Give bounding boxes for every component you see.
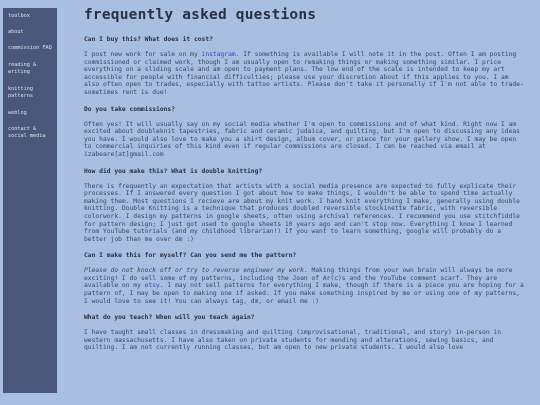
faq-answer: Often yes! It will usually say on my social media whether I'm open to commissions and of what kind. Right now I am excited about doubleknit tapestries, fabric and ceramic judaica, and quilting, but I'm open to discussing any ideas you have. I would also love to make you a shirt design, album cover, or piece for your gallery show. I may be open to commercial inquiries of this kind even if regular commissions are closed. I can be reached via email at izabeare[at]gmail.com [84,120,520,158]
faq-question: Do you take commissions? [84,105,175,113]
faq-question: Can I buy this? What does it cost? [84,36,213,43]
faq-answer: There is frequently an expectation that artists with a social media presence are expected to fully explicate their processes. If I answered every question I got about how to make things, I wouldn't be able to spend time actually making them. Most questions I recieve are about my knit work. I hand knit everything I make, generally using double knitting. Double Knitting is a technique that produces doubled reversible stockinette fabric, with reversible colorwork. I design my patterns in google sheets, often using archival references. I recommend you use stitchfiddle for pattern design; I just got used to google sheets 10 years ago and can't stop now. Everything I know I learned from YouTube tutorials (and my childhood librarian!) If you want to learn something, google will probably do a better job than me over dm :) [84,182,520,243]
answer-emphasis: Please do not knock off or try to reverse engineer my work. [84,267,308,275]
sidebar-item-weblog[interactable]: weblog [8,110,27,116]
faq-question: Can I make this for myself? Can you send me the pattern? [84,252,297,260]
faq-answer: I have taught small classes in dressmaking and quilting (improvisational, traditional, and story) in-person in western massachusetts. I have also taken on private students for mending and alterations, sewing basics, and quilting. I am not currently running classes, but am open to new private students. I would also love [84,329,502,352]
main-content [84,6,524,361]
answer-text: . If something is available I will note it in the post. Often I am posting commissioned or claimed work, though I am usually open to remaking things or making something similar. I price everything on a sliding scale and am open to payment plans. The low end of the scale is intended to keep my art accessible for people with financial difficulties; please use your discretion about if this applies to you. I am also often open to trades, especially with tattoo artists. Please don't take it personally if I'm not able to trade-sometimes rent is due! [84,51,524,96]
sidebar-item-contact-social-media[interactable]: contact & social media [8,126,46,139]
sidebar-item-knitting-patterns[interactable]: knitting patterns [8,86,33,99]
answer-text: Making things from your own brain will always be more exciting! I do sell some of my patterns, including the Joan of Ar(c)s and the YouTube comment scarf. They are available on my [84,267,513,290]
faq-question: What do you teach? When will you teach again? [84,314,255,322]
faq-answer [84,267,524,305]
sidebar-item-toolbox[interactable]: toolbox [8,13,30,19]
instagram-link[interactable]: instagram [201,51,236,58]
faq-item-teaching [84,314,524,352]
faq-question: How did you make this? What is double knitting? [84,167,263,175]
faq-item-buy [84,36,524,97]
answer-text: I post new work for sale on my [84,51,202,58]
faq-item-double-knitting [84,168,524,244]
faq-item-pattern [84,252,524,305]
etsy-link[interactable]: etsy [144,282,160,290]
faq-answer [84,51,524,97]
sidebar-nav [3,8,57,393]
answer-text: . I may not sell patterns for everything I make, though if there is a piece you are hoping for a pattern of, I may be open to making one if asked. If you make something inspired by me or using one of my patterns, I would love to see it! You can always tag, dm, or email me :) [84,282,524,305]
faq-item-commissions [84,106,524,159]
sidebar-item-about[interactable]: about [8,29,24,35]
page-title: frequently asked questions [84,7,317,23]
sidebar-item-reading-writing[interactable]: reading & writing [8,62,37,75]
sidebar-item-commission-faq[interactable]: commission FAQ [8,45,52,51]
